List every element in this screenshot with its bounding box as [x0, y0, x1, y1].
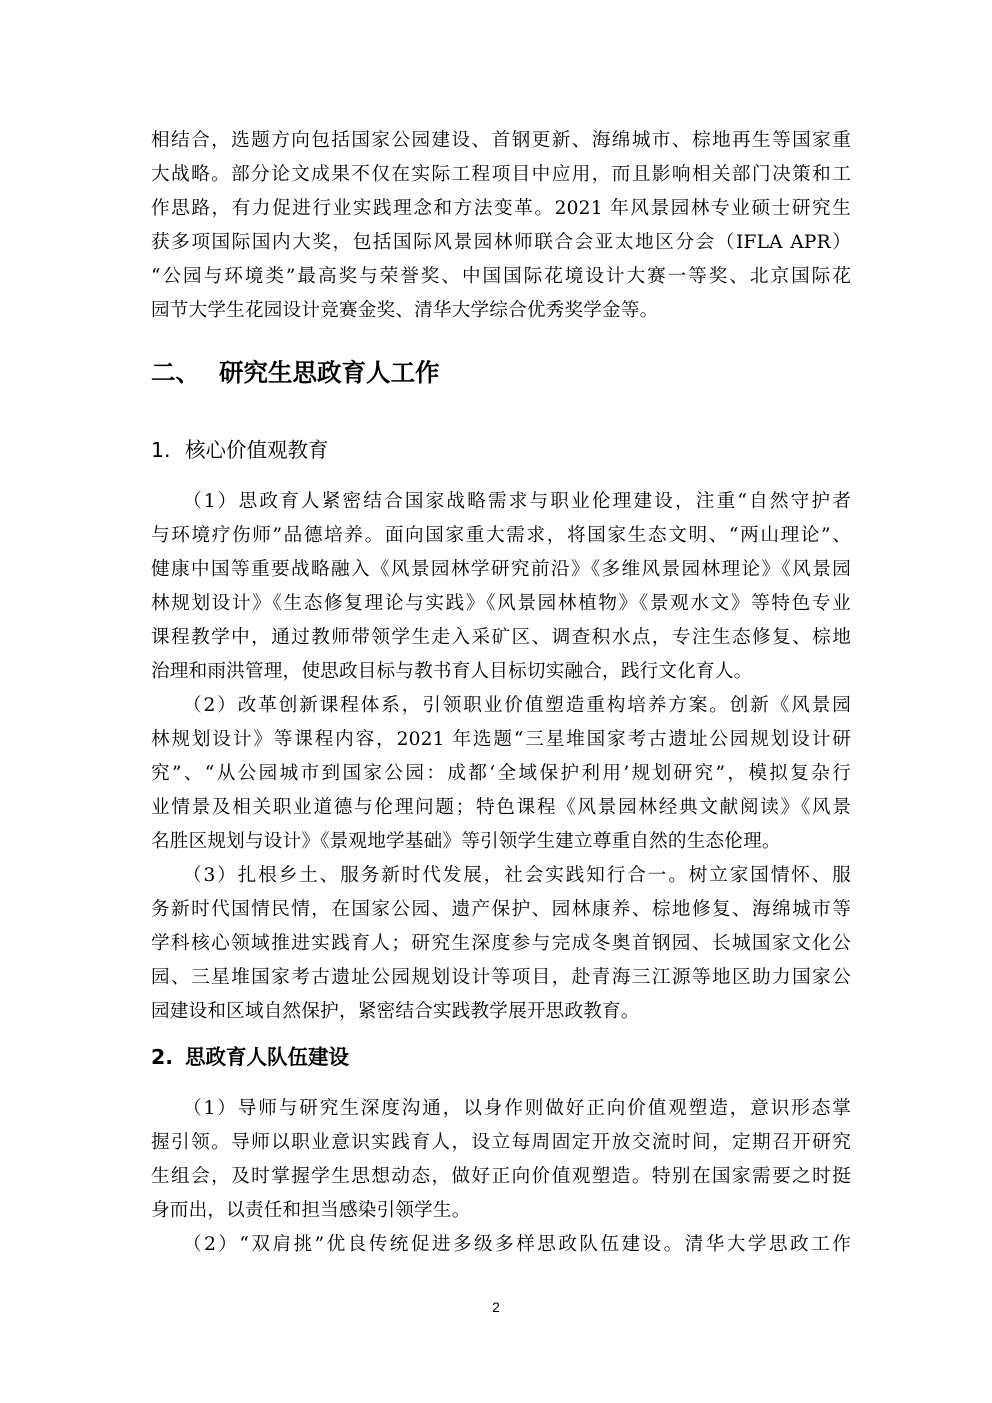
s1p1-line-6: 治理和雨洪管理，使思政目标与教书育人目标切实融合，践行文化育人。 — [151, 661, 753, 682]
subsection-1-number: 1. — [151, 438, 171, 462]
intro-line-5: “公园与环境类”最高奖与荣誉奖、中国国际花境设计大赛一等奖、北京国际花 — [151, 266, 851, 287]
s1p1-line-1: （1）思政育人紧密结合国家战略需求与职业伦理建设，注重“自然守护者 — [183, 491, 851, 512]
subsection-1-heading — [151, 433, 851, 467]
subsection-2-title: 思政育人队伍建设 — [185, 1045, 349, 1069]
s1p2-line-2: 林规划设计》等课程内容，2021 年选题“三星堆国家考古遗址公园规划设计研 — [151, 729, 851, 750]
s2p1-line-4: 身而出，以责任和担当感染引领学生。 — [151, 1200, 471, 1221]
section-title: 研究生思政育人工作 — [219, 358, 440, 387]
s1p2-line-1: （2）改革创新课程体系，引领职业价值塑造重构培养方案。创新《风景园 — [183, 695, 851, 716]
intro-line-4: 获多项国际国内大奖，包括国际风景园林师联合会亚太地区分会（IFLA APR） — [151, 232, 851, 253]
s1p3-line-2: 务新时代国情民情，在国家公园、遗产保护、园林康养、棕地修复、海绵城市等 — [151, 899, 851, 920]
s1p1-line-3: 健康中国等重要战略融入《风景园林学研究前沿》《多维风景园林理论》《风景园 — [151, 559, 851, 580]
s1p3-line-3: 学科核心领域推进实践育人；研究生深度参与完成冬奥首钢园、长城国家文化公 — [151, 933, 851, 954]
s1p3-line-1: （3）扎根乡土、服务新时代发展，社会实践知行合一。树立家国情怀、服 — [183, 865, 851, 886]
section-number: 二、 — [151, 358, 200, 387]
s1p1-line-5: 课程教学中，通过教师带领学生走入采矿区、调查积水点，专注生态修复、棕地 — [151, 627, 851, 648]
s1p3-line-5: 园建设和区域自然保护，紧密结合实践教学展开思政教育。 — [151, 1001, 640, 1022]
subsection-2-number: 2. — [151, 1045, 174, 1069]
section-heading — [151, 353, 851, 393]
page-number: 2 — [492, 1299, 500, 1315]
subsection-1-title: 核心价值观教育 — [185, 438, 329, 462]
intro-line-2: 大战略。部分论文成果不仅在实际工程项目中应用，而且影响相关部门决策和工 — [151, 164, 851, 185]
s1p3-line-4: 园、三星堆国家考古遗址公园规划设计等项目，赴青海三江源等地区助力国家公 — [151, 967, 851, 988]
s2p1-line-3: 生组会，及时掌握学生思想动态，做好正向价值观塑造。特别在国家需要之时挺 — [151, 1166, 851, 1187]
s2p1-line-1: （1）导师与研究生深度沟通，以身作则做好正向价值观塑造，意识形态掌 — [183, 1098, 851, 1119]
s1p2-line-4: 业情景及相关职业道德与伦理问题；特色课程《风景园林经典文献阅读》《风景 — [151, 797, 851, 818]
intro-line-1: 相结合，选题方向包括国家公园建设、首钢更新、海绵城市、棕地再生等国家重 — [151, 130, 851, 151]
s2p2-line-1: （2）“双肩挑”优良传统促进多级多样思政队伍建设。清华大学思政工作 — [183, 1234, 851, 1255]
s1p2-line-5: 名胜区规划与设计》《景观地学基础》等引领学生建立尊重自然的生态伦理。 — [151, 831, 781, 852]
s2p1-line-2: 握引领。导师以职业意识实践育人，设立每周固定开放交流时间，定期召开研究 — [151, 1132, 851, 1153]
intro-line-6: 园节大学生花园设计竞赛金奖、清华大学综合优秀奖学金等。 — [151, 300, 659, 321]
intro-line-3: 作思路，有力促进行业实践理念和方法变革。2021 年风景园林专业硕士研究生 — [151, 198, 851, 219]
s1p1-line-2: 与环境疗伤师”品德培养。面向国家重大需求，将国家生态文明、“两山理论”、 — [151, 525, 851, 546]
s1p1-line-4: 林规划设计》《生态修复理论与实践》《风景园林植物》《景观水文》等特色专业 — [151, 593, 851, 614]
s1p2-line-3: 究”、“从公园城市到国家公园：成都‘全域保护利用’规划研究”，模拟复杂行 — [151, 763, 851, 784]
subsection-2-heading — [151, 1040, 851, 1074]
